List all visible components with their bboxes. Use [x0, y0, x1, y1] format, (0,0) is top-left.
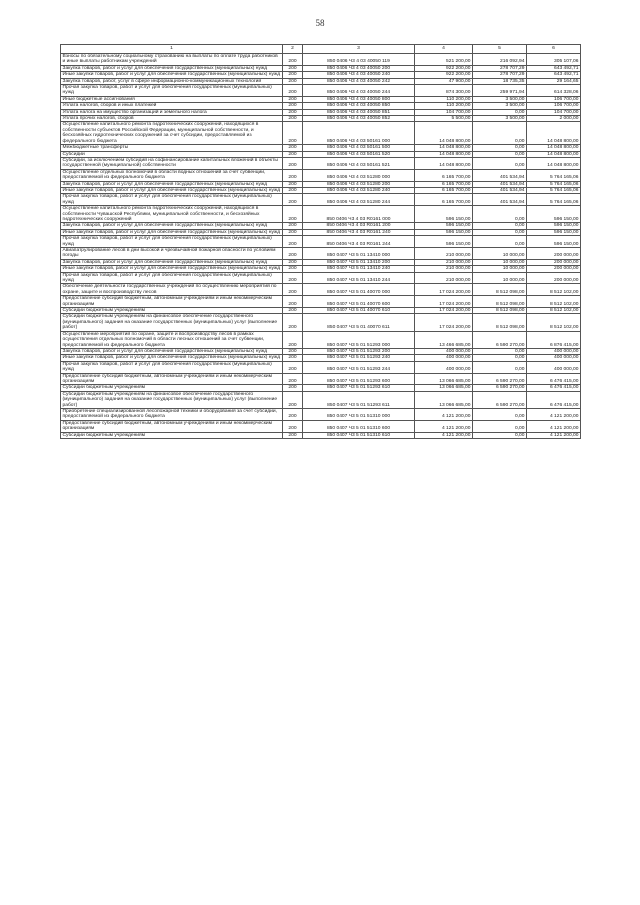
table-row — [61, 169, 581, 181]
row-executed-amount-cell: 0,00 — [473, 355, 527, 361]
row-code-cell: 200 — [283, 385, 303, 391]
row-remaining-amount-cell: 596 150,00 — [527, 206, 581, 223]
row-remaining-amount-cell: 4 121 200,00 — [527, 408, 581, 420]
row-approved-amount-cell: 14 048 800,00 — [415, 151, 473, 157]
row-executed-amount-cell: 0,00 — [473, 432, 527, 438]
row-executed-amount-cell: 216 092,94 — [473, 54, 527, 66]
row-classification-cell: 850 0406 Ч3 4 03 50161 000 — [303, 122, 415, 145]
row-executed-amount-cell: 401 534,94 — [473, 181, 527, 187]
row-approved-amount-cell: 874 300,00 — [415, 85, 473, 97]
row-executed-amount-cell: 259 971,94 — [473, 85, 527, 97]
row-approved-amount-cell: 4 121 200,00 — [415, 420, 473, 432]
row-name-cell: Осуществление капитального ремонта гидротехнических сооружений, находящихся в собственности субъектов Российской Федерации, муниципальной собственности, и бесхозяйных гидротехнических сооружений за счет субсидии, предоставляемой из федерального бюджета — [61, 122, 283, 145]
row-remaining-amount-cell: 643 492,71 — [527, 65, 581, 71]
row-name-cell: Субсидии бюджетным учреждениям — [61, 308, 283, 314]
table-row — [61, 432, 581, 438]
row-name-cell: Уплата налога на имущество организаций и земельного налога — [61, 109, 283, 115]
row-approved-amount-cell: 400 000,00 — [415, 348, 473, 354]
row-executed-amount-cell: 0,00 — [473, 223, 527, 229]
row-code-cell: 200 — [283, 420, 303, 432]
row-approved-amount-cell: 110 200,00 — [415, 96, 473, 102]
row-approved-amount-cell: 13 066 685,00 — [415, 385, 473, 391]
row-remaining-amount-cell: 305 107,06 — [527, 54, 581, 66]
row-remaining-amount-cell: 6 876 415,00 — [527, 331, 581, 348]
row-code-cell: 200 — [283, 85, 303, 97]
row-classification-cell: 850 0406 Ч3 4 03 40050 244 — [303, 85, 415, 97]
row-name-cell: Прочая закупка товаров, работ и услуг для обеспечения государственных (муниципальных) нужд — [61, 236, 283, 248]
row-name-cell: Предоставление субсидий бюджетным, автономным учреждениям и иным некоммерческим организациям — [61, 296, 283, 308]
table-row — [61, 391, 581, 408]
row-classification-cell: 850 0406 Ч3 4 03 50161 520 — [303, 151, 415, 157]
row-remaining-amount-cell: 200 000,00 — [527, 259, 581, 265]
row-classification-cell: 850 0407 Ч3 5 01 13410 200 — [303, 259, 415, 265]
row-code-cell: 200 — [283, 116, 303, 122]
row-remaining-amount-cell: 6 476 415,00 — [527, 385, 581, 391]
row-classification-cell: 850 0406 Ч3 4 03 50161 521 — [303, 157, 415, 169]
row-executed-amount-cell: 8 512 098,00 — [473, 284, 527, 296]
table-row — [61, 85, 581, 97]
row-name-cell: Иные закупки товаров, работ и услуг для обеспечения государственных (муниципальных) нужд — [61, 355, 283, 361]
row-executed-amount-cell: 0,00 — [473, 151, 527, 157]
row-executed-amount-cell: 401 534,94 — [473, 169, 527, 181]
row-approved-amount-cell: 210 000,00 — [415, 266, 473, 272]
row-classification-cell: 850 0407 Ч3 5 01 13410 240 — [303, 266, 415, 272]
table-row — [61, 54, 581, 66]
row-remaining-amount-cell: 106 700,00 — [527, 96, 581, 102]
row-classification-cell: 850 0406 Ч3 4 03 50161 500 — [303, 145, 415, 151]
row-executed-amount-cell: 401 534,94 — [473, 187, 527, 193]
row-code-cell: 200 — [283, 54, 303, 66]
row-remaining-amount-cell: 8 512 102,00 — [527, 308, 581, 314]
row-approved-amount-cell: 922 200,00 — [415, 65, 473, 71]
row-code-cell: 200 — [283, 78, 303, 84]
header-col-6: 6 — [527, 45, 581, 54]
row-remaining-amount-cell: 400 000,00 — [527, 348, 581, 354]
row-remaining-amount-cell: 4 121 200,00 — [527, 432, 581, 438]
row-name-cell: Закупка товаров, работ и услуг для обеспечения государственных (муниципальных) нужд — [61, 223, 283, 229]
row-code-cell: 200 — [283, 169, 303, 181]
row-name-cell: Межбюджетные трансферты — [61, 145, 283, 151]
row-remaining-amount-cell: 200 000,00 — [527, 266, 581, 272]
row-code-cell: 200 — [283, 223, 303, 229]
row-approved-amount-cell: 4 121 200,00 — [415, 408, 473, 420]
row-classification-cell: 850 0406 Ч3 4 03 R0161 240 — [303, 229, 415, 235]
row-classification-cell: 850 0406 Ч3 4 03 51280 000 — [303, 169, 415, 181]
row-classification-cell: 850 0406 Ч3 4 03 40050 850 — [303, 103, 415, 109]
row-approved-amount-cell: 47 900,00 — [415, 78, 473, 84]
row-approved-amount-cell: 210 000,00 — [415, 272, 473, 284]
row-code-cell: 200 — [283, 432, 303, 438]
row-classification-cell: 850 0406 Ч3 4 03 40050 242 — [303, 78, 415, 84]
row-executed-amount-cell: 8 512 098,00 — [473, 296, 527, 308]
row-executed-amount-cell: 18 735,35 — [473, 78, 527, 84]
row-executed-amount-cell: 8 512 098,00 — [473, 314, 527, 331]
row-name-cell: Уплата налогов, сборов и иных платежей — [61, 103, 283, 109]
row-name-cell: Осуществление отдельных полномочий в области водных отношений за счет субвенции, предоставляемой из федерального бюджета — [61, 169, 283, 181]
row-approved-amount-cell: 596 150,00 — [415, 223, 473, 229]
row-code-cell: 200 — [283, 314, 303, 331]
row-remaining-amount-cell: 200 000,00 — [527, 272, 581, 284]
row-remaining-amount-cell: 104 700,00 — [527, 109, 581, 115]
header-col-1: 1 — [61, 45, 283, 54]
row-approved-amount-cell: 104 700,00 — [415, 109, 473, 115]
row-classification-cell: 850 0406 Ч3 4 03 R0161 200 — [303, 223, 415, 229]
table-row — [61, 373, 581, 385]
row-code-cell: 200 — [283, 109, 303, 115]
row-code-cell: 200 — [283, 308, 303, 314]
row-code-cell: 200 — [283, 248, 303, 260]
row-code-cell: 200 — [283, 145, 303, 151]
row-classification-cell: 850 0407 Ч3 5 01 51293 200 — [303, 348, 415, 354]
row-classification-cell: 850 0407 Ч3 5 01 51293 600 — [303, 373, 415, 385]
row-remaining-amount-cell: 400 000,00 — [527, 361, 581, 373]
row-classification-cell: 850 0406 Ч3 4 03 40050 200 — [303, 65, 415, 71]
row-remaining-amount-cell: 6 476 415,00 — [527, 373, 581, 385]
row-name-cell: Субсидии бюджетным учреждениям — [61, 432, 283, 438]
row-executed-amount-cell: 0,00 — [473, 408, 527, 420]
row-code-cell: 200 — [283, 408, 303, 420]
row-classification-cell: 850 0407 Ч3 5 01 40070 600 — [303, 296, 415, 308]
row-code-cell: 200 — [283, 391, 303, 408]
row-classification-cell: 850 0407 Ч3 5 01 51293 611 — [303, 391, 415, 408]
row-remaining-amount-cell: 8 512 102,00 — [527, 296, 581, 308]
row-name-cell: Субсидии бюджетным учреждениям на финансовое обеспечение государственного (муниципального) задания на оказание государственных (муниципальных) услуг (выполнение работ) — [61, 314, 283, 331]
row-approved-amount-cell: 596 150,00 — [415, 206, 473, 223]
row-executed-amount-cell: 0,00 — [473, 361, 527, 373]
row-approved-amount-cell: 17 024 200,00 — [415, 308, 473, 314]
row-executed-amount-cell: 10 000,00 — [473, 272, 527, 284]
row-classification-cell: 850 0406 Ч3 4 03 40050 800 — [303, 96, 415, 102]
row-executed-amount-cell: 3 500,00 — [473, 116, 527, 122]
table-row — [61, 420, 581, 432]
row-executed-amount-cell: 3 500,00 — [473, 103, 527, 109]
table-row — [61, 284, 581, 296]
row-executed-amount-cell: 401 534,94 — [473, 194, 527, 206]
row-name-cell: Закупка товаров, работ и услуг для обеспечения государственных (муниципальных) нужд — [61, 259, 283, 265]
row-code-cell: 200 — [283, 122, 303, 145]
row-classification-cell: 850 0407 Ч3 5 01 51310 000 — [303, 408, 415, 420]
row-approved-amount-cell: 400 000,00 — [415, 355, 473, 361]
row-approved-amount-cell: 210 000,00 — [415, 248, 473, 260]
row-classification-cell: 850 0407 Ч3 5 01 51310 600 — [303, 420, 415, 432]
row-code-cell: 200 — [283, 72, 303, 78]
row-name-cell: Иные бюджетные ассигнования — [61, 96, 283, 102]
row-approved-amount-cell: 17 024 200,00 — [415, 284, 473, 296]
row-remaining-amount-cell: 14 048 800,00 — [527, 145, 581, 151]
row-executed-amount-cell: 6 590 270,00 — [473, 373, 527, 385]
row-classification-cell: 850 0406 Ч3 4 03 51280 200 — [303, 181, 415, 187]
row-remaining-amount-cell: 5 764 165,06 — [527, 187, 581, 193]
row-approved-amount-cell: 13 066 685,00 — [415, 391, 473, 408]
row-remaining-amount-cell: 200 000,00 — [527, 248, 581, 260]
row-remaining-amount-cell: 643 492,71 — [527, 72, 581, 78]
row-code-cell: 200 — [283, 272, 303, 284]
table-row — [61, 314, 581, 331]
row-name-cell: Предоставление субсидий бюджетным, автономным учреждениям и иным некоммерческим организациям — [61, 420, 283, 432]
row-remaining-amount-cell: 596 150,00 — [527, 229, 581, 235]
row-remaining-amount-cell: 614 328,06 — [527, 85, 581, 97]
header-col-2: 2 — [283, 45, 303, 54]
row-code-cell: 200 — [283, 151, 303, 157]
header-col-3: 3 — [303, 45, 415, 54]
row-remaining-amount-cell: 2 000,00 — [527, 116, 581, 122]
row-code-cell: 200 — [283, 103, 303, 109]
row-classification-cell: 850 0406 Ч3 4 03 40050 119 — [303, 54, 415, 66]
row-executed-amount-cell: 6 590 270,00 — [473, 385, 527, 391]
row-code-cell: 200 — [283, 355, 303, 361]
row-classification-cell: 850 0407 Ч3 5 01 13410 000 — [303, 248, 415, 260]
row-classification-cell: 850 0407 Ч3 5 01 40070 000 — [303, 284, 415, 296]
row-remaining-amount-cell: 8 512 102,00 — [527, 284, 581, 296]
row-name-cell: Авиапатрулирование лесов в дни высокой и чрезвычайной пожарной опасности по условиям погоды — [61, 248, 283, 260]
row-approved-amount-cell: 17 024 200,00 — [415, 296, 473, 308]
row-approved-amount-cell: 5 500,00 — [415, 116, 473, 122]
row-name-cell: Приобретение специализированной лесопожарной техники и оборудования за счет субсидии, предоставляемой из федерального бюджета — [61, 408, 283, 420]
row-code-cell: 200 — [283, 206, 303, 223]
row-name-cell: Прочая закупка товаров, работ и услуг для обеспечения государственных (муниципальных) нужд — [61, 194, 283, 206]
row-name-cell: Прочая закупка товаров, работ и услуг для обеспечения государственных (муниципальных) нужд — [61, 85, 283, 97]
row-classification-cell: 850 0406 Ч3 4 03 40050 852 — [303, 116, 415, 122]
row-executed-amount-cell: 0,00 — [473, 236, 527, 248]
row-executed-amount-cell: 8 512 098,00 — [473, 308, 527, 314]
row-code-cell: 200 — [283, 181, 303, 187]
table-row — [61, 248, 581, 260]
row-code-cell: 200 — [283, 157, 303, 169]
row-name-cell: Иные закупки товаров, работ и услуг для обеспечения государственных (муниципальных) нужд — [61, 229, 283, 235]
row-classification-cell: 850 0407 Ч3 5 01 51293 610 — [303, 385, 415, 391]
row-executed-amount-cell: 10 000,00 — [473, 266, 527, 272]
row-approved-amount-cell: 922 200,00 — [415, 72, 473, 78]
row-code-cell: 200 — [283, 296, 303, 308]
row-remaining-amount-cell: 4 121 200,00 — [527, 420, 581, 432]
row-remaining-amount-cell: 5 764 165,06 — [527, 169, 581, 181]
row-code-cell: 200 — [283, 96, 303, 102]
table-row — [61, 331, 581, 348]
row-approved-amount-cell: 14 048 800,00 — [415, 145, 473, 151]
row-classification-cell: 850 0406 Ч3 4 03 51280 240 — [303, 187, 415, 193]
row-name-cell: Иные закупки товаров, работ и услуг для обеспечения государственных (муниципальных) нужд — [61, 72, 283, 78]
row-code-cell: 200 — [283, 229, 303, 235]
row-executed-amount-cell: 0,00 — [473, 145, 527, 151]
row-executed-amount-cell: 10 000,00 — [473, 248, 527, 260]
row-approved-amount-cell: 521 200,00 — [415, 54, 473, 66]
row-approved-amount-cell: 400 000,00 — [415, 361, 473, 373]
row-approved-amount-cell: 14 048 800,00 — [415, 122, 473, 145]
row-remaining-amount-cell: 596 150,00 — [527, 223, 581, 229]
header-col-4: 4 — [415, 45, 473, 54]
row-code-cell: 200 — [283, 187, 303, 193]
row-classification-cell: 850 0407 Ч3 5 01 40070 610 — [303, 308, 415, 314]
row-name-cell: Обеспечение деятельности государственных учреждений по осуществлению мероприятий по охране, защите и воспроизводству лесов — [61, 284, 283, 296]
header-col-5: 5 — [473, 45, 527, 54]
row-approved-amount-cell: 14 048 800,00 — [415, 157, 473, 169]
row-executed-amount-cell: 0,00 — [473, 348, 527, 354]
row-code-cell: 200 — [283, 284, 303, 296]
row-remaining-amount-cell: 106 700,00 — [527, 103, 581, 109]
table-row — [61, 408, 581, 420]
row-classification-cell: 850 0407 Ч3 5 01 13410 244 — [303, 272, 415, 284]
row-code-cell: 200 — [283, 194, 303, 206]
row-code-cell: 200 — [283, 259, 303, 265]
row-executed-amount-cell: 3 500,00 — [473, 96, 527, 102]
row-remaining-amount-cell: 29 164,65 — [527, 78, 581, 84]
row-classification-cell: 850 0406 Ч3 4 03 40050 851 — [303, 109, 415, 115]
row-classification-cell: 850 0407 Ч3 5 01 40070 611 — [303, 314, 415, 331]
row-name-cell: Предоставление субсидий бюджетным, автономным учреждениям и иным некоммерческим организациям — [61, 373, 283, 385]
row-remaining-amount-cell: 400 000,00 — [527, 355, 581, 361]
row-remaining-amount-cell: 14 048 800,00 — [527, 122, 581, 145]
row-name-cell: Осуществление мероприятий по охране, защите и воспроизводству лесов в рамках осуществления отдельных полномочий в области лесных отношений за счет субвенции, предоставляемой из федерального бюджета — [61, 331, 283, 348]
row-classification-cell: 850 0406 Ч3 4 03 40050 240 — [303, 72, 415, 78]
row-name-cell: Субсидии — [61, 151, 283, 157]
row-approved-amount-cell: 596 150,00 — [415, 236, 473, 248]
row-executed-amount-cell: 278 707,29 — [473, 72, 527, 78]
table-row — [61, 194, 581, 206]
row-name-cell: Субсидии бюджетным учреждениям на финансовое обеспечение государственного (муниципального) задания на оказание государственных (муниципальных) услуг (выполнение работ) — [61, 391, 283, 408]
row-executed-amount-cell: 0,00 — [473, 122, 527, 145]
table-header-row — [61, 45, 581, 54]
row-classification-cell: 850 0407 Ч3 5 01 51293 240 — [303, 355, 415, 361]
row-remaining-amount-cell: 596 150,00 — [527, 236, 581, 248]
row-name-cell: Субсидии бюджетным учреждениям — [61, 385, 283, 391]
row-approved-amount-cell: 13 466 685,00 — [415, 331, 473, 348]
row-remaining-amount-cell: 6 476 415,00 — [527, 391, 581, 408]
row-name-cell: Осуществление капитального ремонта гидротехнических сооружений, находящихся в собственности Чувашской Республики, муниципальной собственности, и бесхозяйных гидротехнических сооружений — [61, 206, 283, 223]
row-classification-cell: 850 0407 Ч3 5 01 51293 244 — [303, 361, 415, 373]
table-row — [61, 296, 581, 308]
row-approved-amount-cell: 210 000,00 — [415, 259, 473, 265]
table-row — [61, 236, 581, 248]
row-code-cell: 200 — [283, 331, 303, 348]
row-code-cell: 200 — [283, 236, 303, 248]
row-classification-cell: 850 0406 Ч3 4 03 51280 244 — [303, 194, 415, 206]
row-remaining-amount-cell: 14 048 800,00 — [527, 157, 581, 169]
row-remaining-amount-cell: 5 764 165,06 — [527, 181, 581, 187]
table-row — [61, 157, 581, 169]
row-executed-amount-cell: 6 590 270,00 — [473, 331, 527, 348]
table-body — [61, 54, 581, 439]
row-approved-amount-cell: 13 066 685,00 — [415, 373, 473, 385]
row-name-cell: Уплата прочих налогов, сборов — [61, 116, 283, 122]
row-code-cell: 200 — [283, 373, 303, 385]
row-executed-amount-cell: 278 707,29 — [473, 65, 527, 71]
row-classification-cell: 850 0406 Ч3 4 03 R0161 244 — [303, 236, 415, 248]
row-name-cell: Прочая закупка товаров, работ и услуг для обеспечения государственных (муниципальных) нужд — [61, 361, 283, 373]
row-code-cell: 200 — [283, 348, 303, 354]
row-approved-amount-cell: 6 165 700,00 — [415, 181, 473, 187]
table-row — [61, 206, 581, 223]
row-approved-amount-cell: 110 200,00 — [415, 103, 473, 109]
row-executed-amount-cell: 0,00 — [473, 157, 527, 169]
row-approved-amount-cell: 596 150,00 — [415, 229, 473, 235]
row-classification-cell: 850 0407 Ч3 5 01 51293 000 — [303, 331, 415, 348]
row-name-cell: Закупка товаров, работ и услуг для обеспечения государственных (муниципальных) нужд — [61, 181, 283, 187]
row-executed-amount-cell: 6 590 270,00 — [473, 391, 527, 408]
row-approved-amount-cell: 4 121 200,00 — [415, 432, 473, 438]
row-remaining-amount-cell: 5 764 165,06 — [527, 194, 581, 206]
row-code-cell: 200 — [283, 266, 303, 272]
row-name-cell: Закупка товаров, работ и услуг для обеспечения государственных (муниципальных) нужд — [61, 65, 283, 71]
row-executed-amount-cell: 0,00 — [473, 229, 527, 235]
row-executed-amount-cell: 0,00 — [473, 109, 527, 115]
row-approved-amount-cell: 6 165 700,00 — [415, 194, 473, 206]
page-number: 58 — [315, 18, 325, 28]
budget-execution-table — [60, 44, 581, 439]
table-row — [61, 122, 581, 145]
row-classification-cell: 850 0407 Ч3 5 01 51310 610 — [303, 432, 415, 438]
table-row — [61, 361, 581, 373]
row-remaining-amount-cell: 8 512 102,00 — [527, 314, 581, 331]
row-executed-amount-cell: 10 000,00 — [473, 259, 527, 265]
row-classification-cell: 850 0406 Ч3 4 03 R0161 000 — [303, 206, 415, 223]
row-approved-amount-cell: 17 024 200,00 — [415, 314, 473, 331]
table-row — [61, 272, 581, 284]
row-name-cell: Закупка товаров, работ, услуг в сфере информационно-коммуникационных технологий — [61, 78, 283, 84]
row-name-cell: Иные закупки товаров, работ и услуг для обеспечения государственных (муниципальных) нужд — [61, 187, 283, 193]
row-code-cell: 200 — [283, 65, 303, 71]
row-code-cell: 200 — [283, 361, 303, 373]
row-name-cell: Иные закупки товаров, работ и услуг для обеспечения государственных (муниципальных) нужд — [61, 266, 283, 272]
row-name-cell: Взносы по обязательному социальному страхованию на выплаты по оплате труда работников и иные выплаты работникам учреждений — [61, 54, 283, 66]
row-name-cell: Закупка товаров, работ и услуг для обеспечения государственных (муниципальных) нужд — [61, 348, 283, 354]
row-executed-amount-cell: 0,00 — [473, 420, 527, 432]
row-approved-amount-cell: 6 165 700,00 — [415, 187, 473, 193]
row-remaining-amount-cell: 14 048 800,00 — [527, 151, 581, 157]
row-name-cell: Прочая закупка товаров, работ и услуг для обеспечения государственных (муниципальных) нужд — [61, 272, 283, 284]
row-name-cell: Субсидии, за исключением субсидий на софинансирование капитальных вложений в объекты государственной (муниципальной) собственности — [61, 157, 283, 169]
row-approved-amount-cell: 6 165 700,00 — [415, 169, 473, 181]
row-executed-amount-cell: 0,00 — [473, 206, 527, 223]
